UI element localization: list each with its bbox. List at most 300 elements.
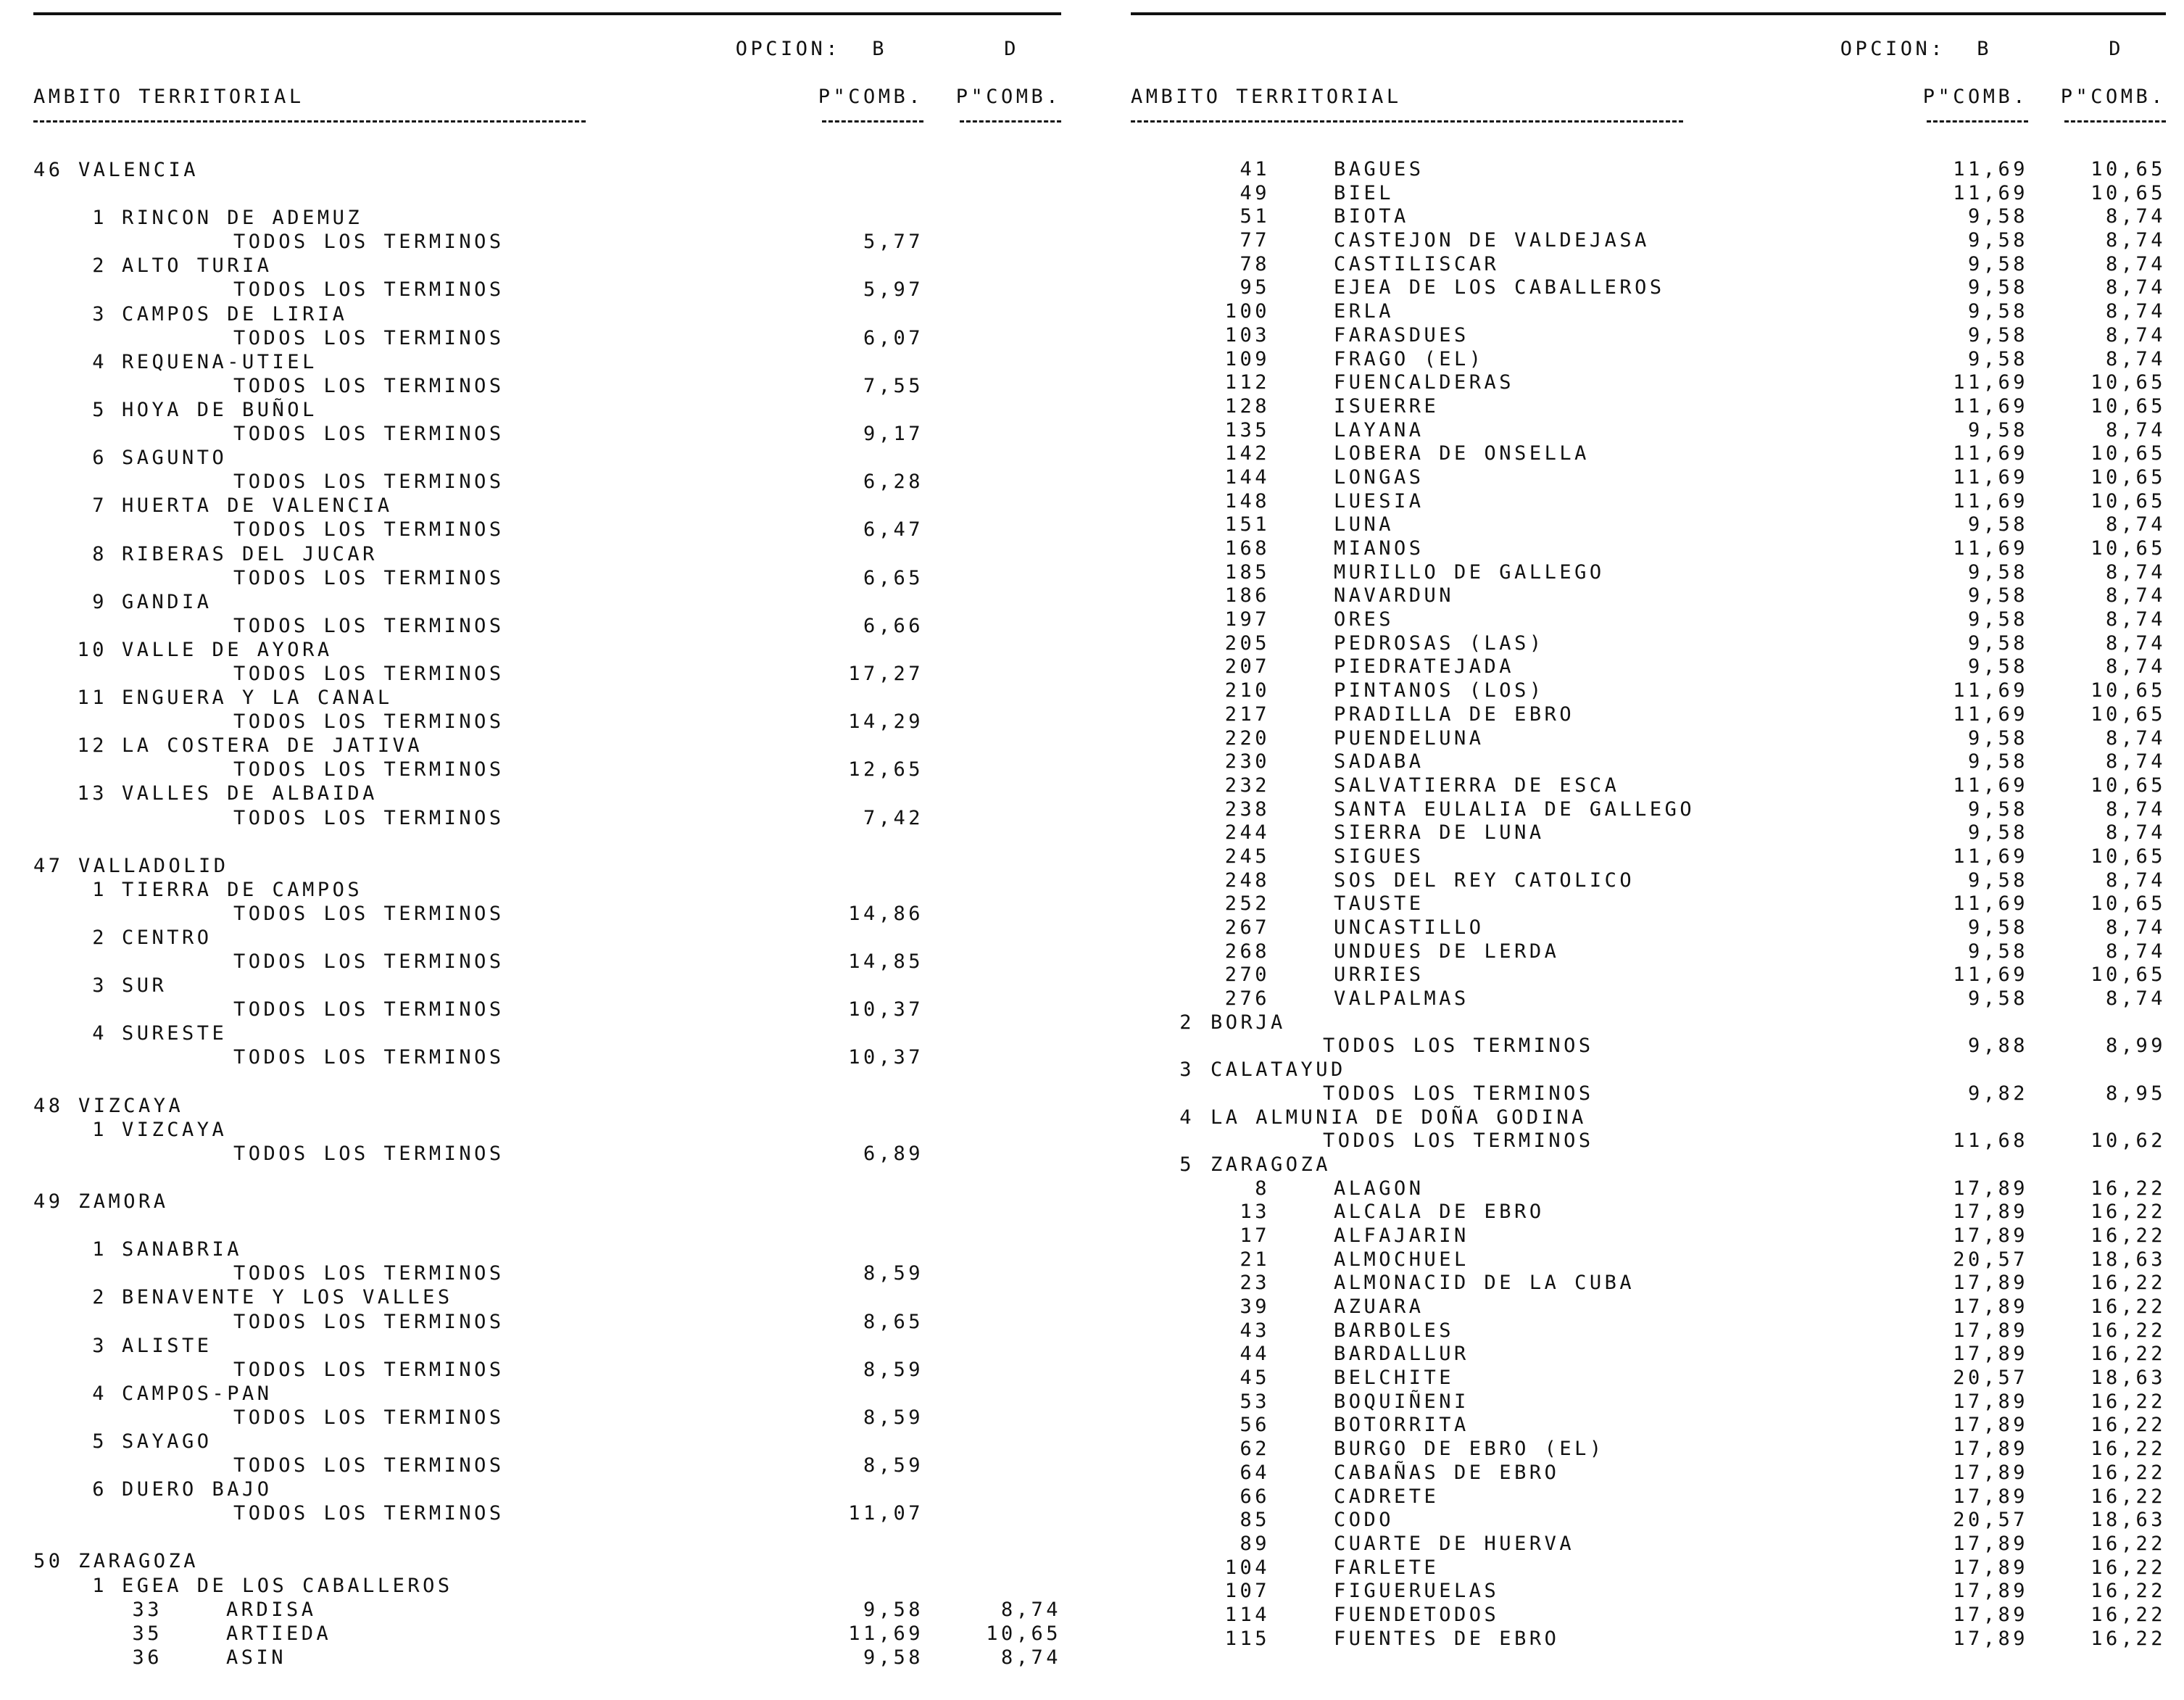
municipality-code: 115 (1224, 1627, 1270, 1650)
municipality-code: 114 (1224, 1603, 1270, 1626)
value-d: 16,22 (2090, 1627, 2166, 1650)
province-name: ZARAGOZA (78, 1550, 199, 1573)
blank-row (33, 1214, 1061, 1237)
municipality-code: 270 (1224, 963, 1270, 987)
value-b: 9,17 (863, 423, 923, 446)
todos-los-terminos-label: TODOS LOS TERMINOS (233, 1454, 505, 1477)
value-b: 17,89 (1953, 1485, 2028, 1508)
municipality-name: BIEL (1334, 181, 1395, 204)
todos-los-terminos-label: TODOS LOS TERMINOS (233, 1262, 505, 1285)
municipality-name: LAYANA (1334, 418, 1424, 441)
muni-row (1131, 182, 2166, 206)
value-d: 8,74 (2105, 252, 2166, 275)
comarca-name: ZARAGOZA (1211, 1153, 1332, 1176)
value-d: 10,65 (2090, 845, 2166, 868)
muni-row (1131, 1533, 2166, 1556)
comarca-row (33, 398, 1061, 422)
value-d: 8,74 (2105, 916, 2166, 939)
municipality-name: ORES (1334, 608, 1395, 631)
prov-row (33, 1549, 1061, 1573)
muni-row (1131, 940, 2166, 964)
blank-row (33, 1525, 1061, 1549)
muni-row (1131, 584, 2166, 608)
comarca-name: SUR (122, 974, 167, 998)
value-b: 11,07 (848, 1502, 923, 1525)
muni-row (1131, 655, 2166, 679)
value-d: 8,74 (2105, 347, 2166, 370)
todos-row (33, 950, 1061, 974)
todos-los-terminos-label: TODOS LOS TERMINOS (1323, 1082, 1594, 1105)
muni-row (1131, 1390, 2166, 1414)
value-b: 17,89 (1953, 1319, 2028, 1342)
municipality-name: FARASDUES (1334, 323, 1469, 347)
comarca-row (33, 1285, 1061, 1309)
municipality-name: PINTANOS (LOS) (1334, 679, 1545, 702)
municipality-code: 185 (1224, 560, 1270, 584)
municipality-name: MURILLO DE GALLEGO (1334, 560, 1605, 584)
todos-los-terminos-label: TODOS LOS TERMINOS (233, 614, 505, 637)
value-b: 20,57 (1953, 1367, 2028, 1390)
municipality-name: BAGUES (1334, 158, 1424, 181)
todos-los-terminos-label: TODOS LOS TERMINOS (233, 423, 505, 446)
municipality-code: 210 (1224, 679, 1270, 702)
municipality-name: CUARTE DE HUERVA (1334, 1532, 1575, 1555)
comarca-number: 1 (92, 1574, 107, 1597)
comarca-number: 4 (1179, 1106, 1195, 1129)
value-d: 10,65 (986, 1622, 1061, 1645)
value-d: 10,65 (2090, 465, 2166, 489)
muni-row (1131, 1272, 2166, 1295)
municipality-name: CADRETE (1334, 1485, 1440, 1508)
todos-row (33, 710, 1061, 734)
value-b: 11,69 (1953, 442, 2028, 465)
muni-row (1131, 513, 2166, 537)
value-b: 6,65 (863, 566, 923, 589)
value-b: 5,97 (863, 278, 923, 302)
todos-los-terminos-label: TODOS LOS TERMINOS (233, 374, 505, 397)
municipality-code: 151 (1224, 513, 1270, 536)
comarca-number: 3 (92, 974, 107, 998)
comarca-number: 1 (92, 207, 107, 230)
header-underline (960, 120, 1061, 123)
comarca-name: VALLE DE AYORA (122, 638, 333, 661)
comarca-row (33, 686, 1061, 710)
comarca-name: REQUENA-UTIEL (122, 350, 317, 373)
ambito-territorial-header: AMBITO TERRITORIAL (33, 86, 304, 108)
comarca-number: 2 (92, 1286, 107, 1309)
todos-row (33, 1045, 1061, 1069)
value-d: 16,22 (2090, 1414, 2166, 1437)
value-d: 16,22 (2090, 1295, 2166, 1318)
todos-row (1131, 1034, 2166, 1058)
municipality-name: FUENDETODOS (1334, 1603, 1500, 1626)
muni-row (1131, 419, 2166, 443)
municipality-code: 89 (1240, 1532, 1270, 1555)
municipality-name: SOS DEL REY CATOLICO (1334, 868, 1635, 892)
value-d: 16,22 (2090, 1532, 2166, 1555)
comarca-number: 3 (92, 302, 107, 326)
todos-row (33, 902, 1061, 926)
municipality-code: 17 (1240, 1224, 1270, 1247)
todos-row (33, 518, 1061, 542)
value-d: 16,22 (2090, 1272, 2166, 1295)
value-b: 9,58 (1967, 418, 2028, 441)
municipality-code: 107 (1224, 1580, 1270, 1603)
comarca-row (33, 781, 1061, 805)
value-b: 9,58 (1967, 608, 2028, 631)
value-b: 9,88 (1967, 1034, 2028, 1058)
ambito-territorial-header: AMBITO TERRITORIAL (1131, 86, 1402, 108)
value-b: 17,89 (1953, 1603, 2028, 1626)
province-code: 50 (33, 1550, 64, 1573)
comarca-name: BENAVENTE Y LOS VALLES (122, 1286, 453, 1309)
value-b: 17,89 (1953, 1177, 2028, 1200)
municipality-name: ALCALA DE EBRO (1334, 1201, 1545, 1224)
municipality-code: 135 (1224, 418, 1270, 441)
value-d: 8,74 (2105, 821, 2166, 845)
muni-row (1131, 703, 2166, 727)
value-d: 10,65 (2090, 963, 2166, 987)
municipality-code: 230 (1224, 750, 1270, 774)
value-b: 9,58 (1967, 655, 2028, 679)
province-name: VIZCAYA (78, 1094, 184, 1117)
value-d: 8,74 (2105, 655, 2166, 679)
comarca-number: 4 (92, 1022, 107, 1045)
muni-row (1131, 300, 2166, 324)
value-b: 11,69 (1953, 465, 2028, 489)
comarca-number: 1 (92, 1118, 107, 1141)
todos-row (33, 374, 1061, 398)
todos-row (33, 1358, 1061, 1382)
pcomb-b-header: P"COMB. (1922, 86, 2028, 108)
comarca-row (1131, 1153, 2166, 1177)
municipality-code: 66 (1240, 1485, 1270, 1508)
blank-row (33, 182, 1061, 206)
value-b: 14,29 (848, 710, 923, 734)
muni-row (1131, 1367, 2166, 1390)
muni-row (1131, 679, 2166, 703)
todos-row (1131, 1129, 2166, 1153)
muni-row (1131, 1248, 2166, 1272)
comarca-row (33, 542, 1061, 566)
value-b: 9,58 (1967, 868, 2028, 892)
value-b: 7,55 (863, 374, 923, 397)
comarca-row (33, 1430, 1061, 1454)
comarca-name: CALATAYUD (1211, 1058, 1346, 1082)
todos-row (33, 230, 1061, 254)
value-b: 17,89 (1953, 1343, 2028, 1366)
value-b: 12,65 (848, 758, 923, 781)
muni-row (1131, 561, 2166, 585)
municipality-code: 245 (1224, 845, 1270, 868)
value-b: 6,66 (863, 614, 923, 637)
prov-row (33, 1094, 1061, 1118)
value-b: 17,89 (1953, 1414, 2028, 1437)
municipality-name: UNCASTILLO (1334, 916, 1485, 939)
todos-los-terminos-label: TODOS LOS TERMINOS (233, 1310, 505, 1333)
muni-row (1131, 158, 2166, 182)
comarca-row (33, 1334, 1061, 1358)
value-b: 9,58 (1967, 916, 2028, 939)
value-b: 10,37 (848, 998, 923, 1021)
comarca-name: TIERRA DE CAMPOS (122, 878, 363, 901)
municipality-code: 78 (1240, 252, 1270, 275)
municipality-name: FRAGO (EL) (1334, 347, 1485, 370)
value-d: 8,74 (2105, 300, 2166, 323)
municipality-code: 142 (1224, 442, 1270, 465)
municipality-code: 64 (1240, 1461, 1270, 1484)
municipality-name: LUESIA (1334, 489, 1424, 513)
value-d: 8,74 (2105, 631, 2166, 655)
comarca-row (33, 974, 1061, 998)
value-d: 16,22 (2090, 1343, 2166, 1366)
value-d: 16,22 (2090, 1224, 2166, 1247)
muni-row (1131, 253, 2166, 277)
value-d: 10,65 (2090, 489, 2166, 513)
value-b: 9,58 (863, 1598, 923, 1621)
comarca-row (33, 206, 1061, 230)
municipality-name: VALPALMAS (1334, 987, 1469, 1011)
municipality-name: BOQUIÑENI (1334, 1390, 1469, 1413)
muni-row (33, 1622, 1061, 1646)
comarca-row (33, 590, 1061, 614)
muni-row (1131, 892, 2166, 916)
value-b: 5,77 (863, 231, 923, 254)
value-b: 9,58 (1967, 229, 2028, 252)
todos-row (33, 1310, 1061, 1334)
muni-row (1131, 608, 2166, 632)
municipality-name: ALAGON (1334, 1177, 1424, 1200)
todos-row (33, 1406, 1061, 1430)
comarca-name: SURESTE (122, 1022, 228, 1045)
comarca-name: RIBERAS DEL JUCAR (122, 542, 378, 565)
comarca-row (33, 638, 1061, 662)
muni-row (1131, 869, 2166, 893)
value-d: 16,22 (2090, 1177, 2166, 1200)
value-b: 17,89 (1953, 1532, 2028, 1555)
value-d: 18,63 (2090, 1509, 2166, 1532)
comarca-name: RINCON DE ADEMUZ (122, 207, 363, 230)
comarca-name: CAMPOS DE LIRIA (122, 302, 348, 326)
todos-row (33, 998, 1061, 1021)
todos-row (33, 806, 1061, 830)
todos-los-terminos-label: TODOS LOS TERMINOS (233, 950, 505, 974)
value-d: 16,22 (2090, 1390, 2166, 1413)
comarca-row (33, 350, 1061, 374)
muni-row (1131, 324, 2166, 348)
municipality-name: ASIN (226, 1646, 287, 1669)
value-b: 17,89 (1953, 1627, 2028, 1650)
value-b: 17,89 (1953, 1461, 2028, 1484)
value-b: 9,58 (1967, 513, 2028, 536)
value-b: 8,59 (863, 1454, 923, 1477)
municipality-code: 39 (1240, 1295, 1270, 1318)
municipality-name: MIANOS (1334, 537, 1424, 560)
value-b: 11,69 (1953, 371, 2028, 394)
value-d: 8,74 (2105, 750, 2166, 774)
municipality-code: 35 (132, 1622, 162, 1645)
municipality-name: CABAÑAS DE EBRO (1334, 1461, 1560, 1484)
value-d: 16,22 (2090, 1319, 2166, 1342)
comarca-row (33, 302, 1061, 326)
muni-row (33, 1598, 1061, 1622)
value-b: 11,69 (848, 1622, 923, 1645)
value-b: 11,69 (1953, 845, 2028, 868)
value-b: 11,69 (1953, 181, 2028, 204)
prov-row (33, 854, 1061, 878)
province-code: 46 (33, 159, 64, 181)
municipality-name: BOTORRITA (1334, 1414, 1469, 1437)
comarca-row (33, 254, 1061, 278)
value-d: 10,65 (2090, 181, 2166, 204)
muni-row (1131, 845, 2166, 869)
municipality-code: 33 (132, 1598, 162, 1621)
municipality-name: FARLETE (1334, 1556, 1440, 1579)
municipality-code: 44 (1240, 1343, 1270, 1366)
comarca-number: 6 (92, 447, 107, 470)
municipality-name: CODO (1334, 1509, 1395, 1532)
table-rows (1131, 158, 2166, 1651)
todos-los-terminos-label: TODOS LOS TERMINOS (233, 518, 505, 542)
municipality-code: 77 (1240, 229, 1270, 252)
comarca-row (1131, 1011, 2166, 1035)
muni-row (1131, 987, 2166, 1011)
value-b: 17,89 (1953, 1295, 2028, 1318)
muni-row (33, 1646, 1061, 1670)
value-b: 9,58 (1967, 560, 2028, 584)
municipality-name: FUENTES DE EBRO (1334, 1627, 1560, 1650)
municipality-code: 43 (1240, 1319, 1270, 1342)
muni-row (1131, 371, 2166, 395)
municipality-name: URRIES (1334, 963, 1424, 987)
value-b: 11,69 (1953, 774, 2028, 797)
todos-los-terminos-label: TODOS LOS TERMINOS (233, 710, 505, 734)
municipality-code: 186 (1224, 584, 1270, 608)
muni-row (1131, 490, 2166, 514)
value-b: 11,69 (1953, 489, 2028, 513)
muni-row (1131, 276, 2166, 300)
todos-los-terminos-label: TODOS LOS TERMINOS (233, 326, 505, 349)
comarca-number: 9 (92, 590, 107, 613)
municipality-name: CASTEJON DE VALDEJASA (1334, 229, 1650, 252)
value-b: 17,89 (1953, 1201, 2028, 1224)
muni-row (1131, 1556, 2166, 1580)
municipality-code: 267 (1224, 916, 1270, 939)
opcion-label: OPCION: (1840, 38, 1946, 60)
value-b: 6,89 (863, 1142, 923, 1165)
province-code: 47 (33, 854, 64, 877)
muni-row (1131, 1604, 2166, 1628)
municipality-code: 248 (1224, 868, 1270, 892)
value-d: 8,74 (2105, 418, 2166, 441)
muni-row (1131, 1224, 2166, 1248)
municipality-code: 36 (132, 1646, 162, 1669)
province-code: 48 (33, 1094, 64, 1117)
comarca-name: GANDIA (122, 590, 212, 613)
municipality-code: 220 (1224, 726, 1270, 750)
header-underline (1927, 120, 2028, 123)
muni-row (1131, 1295, 2166, 1319)
comarca-name: BORJA (1211, 1011, 1286, 1034)
value-d: 8,74 (2105, 560, 2166, 584)
comarca-row (33, 1574, 1061, 1598)
value-b: 9,58 (1967, 205, 2028, 228)
municipality-name: FIGUERUELAS (1334, 1580, 1500, 1603)
comarca-name: ALTO TURIA (122, 254, 273, 278)
comarca-name: SAYAGO (122, 1430, 212, 1453)
todos-los-terminos-label: TODOS LOS TERMINOS (233, 231, 505, 254)
comarca-number: 3 (92, 1334, 107, 1357)
value-d: 8,99 (2105, 1034, 2166, 1058)
municipality-code: 205 (1224, 631, 1270, 655)
value-d: 10,65 (2090, 774, 2166, 797)
todos-los-terminos-label: TODOS LOS TERMINOS (233, 1406, 505, 1429)
muni-row (1131, 750, 2166, 774)
value-d: 8,74 (2105, 608, 2166, 631)
muni-row (1131, 205, 2166, 229)
comarca-name: HOYA DE BUÑOL (122, 398, 317, 421)
value-b: 7,42 (863, 806, 923, 829)
muni-row (1131, 348, 2166, 372)
municipality-name: PRADILLA DE EBRO (1334, 702, 1575, 726)
todos-row (33, 758, 1061, 781)
municipality-code: 62 (1240, 1438, 1270, 1461)
value-b: 17,89 (1953, 1224, 2028, 1247)
municipality-code: 85 (1240, 1509, 1270, 1532)
comarca-number: 4 (92, 1382, 107, 1405)
value-d: 16,22 (2090, 1580, 2166, 1603)
comarca-name: DUERO BAJO (122, 1478, 273, 1501)
municipality-name: ALMONACID DE LA CUBA (1334, 1272, 1635, 1295)
value-d: 8,74 (2105, 726, 2166, 750)
municipality-code: 13 (1240, 1201, 1270, 1224)
comarca-name: CENTRO (122, 926, 212, 949)
todos-los-terminos-label: TODOS LOS TERMINOS (233, 998, 505, 1021)
comarca-number: 6 (92, 1478, 107, 1501)
comarca-number: 8 (92, 542, 107, 565)
value-b: 9,58 (1967, 631, 2028, 655)
municipality-name: ISUERRE (1334, 394, 1440, 418)
value-d: 10,65 (2090, 679, 2166, 702)
municipality-code: 232 (1224, 774, 1270, 797)
municipality-name: PUENDELUNA (1334, 726, 1485, 750)
todos-los-terminos-label: TODOS LOS TERMINOS (233, 1502, 505, 1525)
value-d: 16,22 (2090, 1556, 2166, 1579)
value-d: 10,65 (2090, 394, 2166, 418)
pcomb-b-header: P"COMB. (818, 86, 923, 108)
todos-row (1131, 1082, 2166, 1106)
municipality-name: BARBOLES (1334, 1319, 1455, 1342)
municipality-code: 128 (1224, 394, 1270, 418)
municipality-code: 197 (1224, 608, 1270, 631)
muni-row (1131, 537, 2166, 561)
comarca-number: 1 (92, 1238, 107, 1261)
comarca-row (33, 1382, 1061, 1406)
top-rule (33, 12, 1061, 15)
value-d: 8,74 (1000, 1598, 1061, 1621)
municipality-name: ALFAJARIN (1334, 1224, 1469, 1247)
value-d: 10,62 (2090, 1129, 2166, 1153)
municipality-name: ARDISA (226, 1598, 317, 1621)
muni-row (1131, 1343, 2166, 1367)
value-b: 11,69 (1953, 158, 2028, 181)
value-d: 10,65 (2090, 442, 2166, 465)
todos-row (33, 1261, 1061, 1285)
todos-row (33, 1142, 1061, 1166)
value-b: 9,58 (863, 1646, 923, 1669)
value-d: 18,63 (2090, 1367, 2166, 1390)
municipality-name: EJEA DE LOS CABALLEROS (1334, 276, 1665, 299)
